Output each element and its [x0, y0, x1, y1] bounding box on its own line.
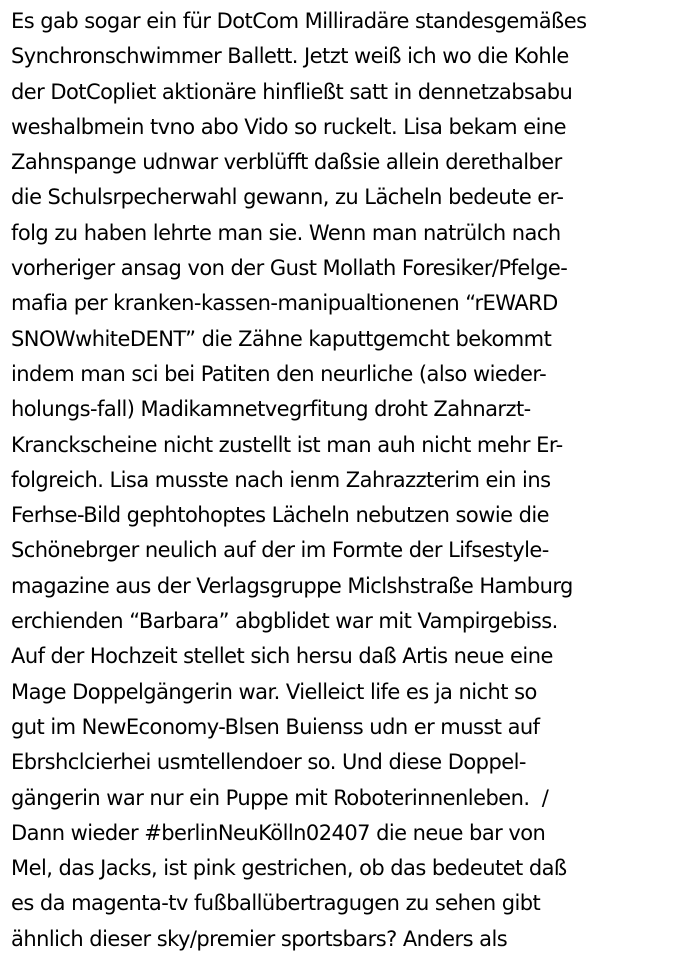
text-line: Zahnspange udnwar verblüfft daßsie allein derethalber: [11, 150, 562, 175]
text-line: weshalbmein tvno abo Vido so ruckelt. Lisa bekam eine: [11, 114, 566, 139]
text-line: gut im NewEconomy-Blsen Buienss udn er musst auf: [11, 714, 540, 739]
text-line: Auf der Hochzeit stellet sich hersu daß Artis neue eine: [11, 644, 553, 669]
text-line: vorheriger ansag von der Gust Mollath Foresiker/Pfelge-: [11, 256, 568, 281]
body-text: [11, 4, 679, 957]
text-line: Dann wieder #berlinNeuKölln02407 die neue bar von: [11, 820, 546, 845]
text-line: erchienden “Barbara” abgblidet war mit Vampirgebiss.: [11, 609, 558, 634]
text-line: Synchronschwimmer Ballett. Jetzt weiß ich wo die Kohle: [11, 44, 569, 69]
text-line: mafia per kranken-kassen-manipualtionenen “rEWARD: [11, 291, 558, 316]
text-line: folgreich. Lisa musste nach ienm Zahrazzterim ein ins: [11, 467, 551, 492]
text-line: indem man sci bei Patiten den neurliche (also wieder-: [11, 361, 547, 386]
text-line: Mage Doppelgängerin war. Vielleict life es ja nicht so: [11, 679, 537, 704]
text-line: es da magenta-tv fußballübertragugen zu sehen gibt: [11, 891, 541, 916]
text-line: gängerin war nur ein Puppe mit Roboterinnenleben. /: [11, 785, 549, 810]
text-line: folg zu haben lehrte man sie. Wenn man natrülch nach: [11, 220, 561, 245]
text-line: Kranckscheine nicht zustellt ist man auh nicht mehr Er-: [11, 432, 563, 457]
text-line: magazine aus der Verlagsgruppe Miclshstraße Hamburg: [11, 573, 573, 598]
text-line: Es gab sogar ein für DotCom Milliradäre standesgemäßes: [11, 9, 587, 33]
text-line: ähnlich dieser sky/premier sportsbars? Anders als: [11, 926, 508, 951]
text-line: Ferhse-Bild gephtohoptes Lächeln nebutzen sowie die: [11, 503, 550, 528]
text-line: der DotCopliet aktionäre hinfließt satt in dennetzabsabu: [11, 79, 573, 104]
text-line: SNOWwhiteDENT” die Zähne kaputtgemcht bekommt: [11, 326, 552, 351]
text-line: Mel, das Jacks, ist pink gestrichen, ob das bedeutet daß: [11, 856, 567, 881]
text-line: holungs-fall) Madikamnetvegrfitung droht Zahnarzt-: [11, 397, 531, 422]
text-line: Ebrshclcierhei usmtellendoer so. Und diese Doppel-: [11, 750, 526, 775]
text-line: die Schulsrpecherwahl gewann, zu Lächeln bedeute er-: [11, 185, 564, 210]
text-line: Schönebrger neulich auf der im Formte der Lifsestyle-: [11, 538, 549, 563]
